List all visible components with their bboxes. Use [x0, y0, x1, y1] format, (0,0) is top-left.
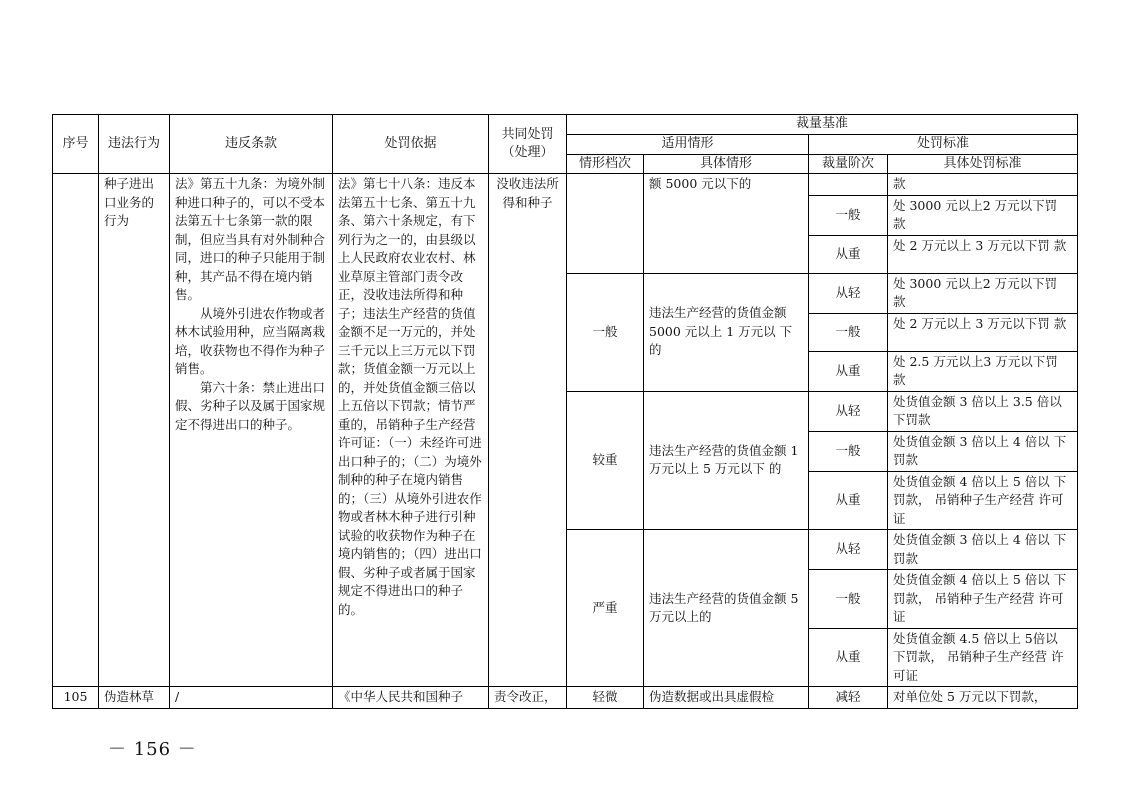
row105-level: 轻微 — [567, 687, 644, 709]
g0-tier-2: 从重 — [809, 235, 888, 273]
g0-tier-0 — [809, 174, 888, 196]
header-seq: 序号 — [53, 115, 99, 174]
g2-penalty-2: 处货值金额 4 倍以上 5 倍以 下罚款， 吊销种子生产经营 许可证 — [888, 471, 1078, 530]
header-article: 违反条款 — [170, 115, 333, 174]
g3-detail: 违法生产经营的货值金额 5 万元以上的 — [644, 530, 809, 687]
row105-joint: 责令改正， — [489, 687, 567, 709]
header-penalty: 具体处罚标准 — [888, 154, 1078, 174]
g2-penalty-1: 处货值金额 3 倍以上 4 倍以 下罚款 — [888, 431, 1078, 471]
row105-article: / — [170, 687, 333, 709]
g2-level: 较重 — [567, 391, 644, 530]
g2-tier-2: 从重 — [809, 471, 888, 530]
row105-act: 伪造林草 — [99, 687, 170, 709]
penalty-table — [52, 114, 1078, 709]
g0-tier-1: 一般 — [809, 195, 888, 235]
g0-penalty-0: 款 — [888, 174, 1078, 196]
g0-detail: 额 5000 元以下的 — [644, 174, 809, 274]
row105-detail: 伪造数据或出具虚假检 — [644, 687, 809, 709]
header-joint: 共同处罚（处理） — [489, 115, 567, 174]
row105-basis: 《中华人民共和国种子 — [333, 687, 489, 709]
row104-article-p3: 第六十条：禁止进出口假、劣种子以及属于国家规定不得进出口的种子。 — [175, 379, 326, 432]
g1-level: 一般 — [567, 273, 644, 391]
g1-penalty-2: 处 2.5 万元以上3 万元以下罚 款 — [888, 351, 1078, 391]
g1-penalty-1: 处 2 万元以上 3 万元以下罚 款 — [888, 313, 1078, 351]
g1-penalty-0: 处 3000 元以上2 万元以下罚 款 — [888, 273, 1078, 313]
header-situation: 适用情形 — [567, 135, 809, 155]
row104-article — [170, 174, 333, 687]
g3-penalty-1: 处货值金额 4 倍以上 5 倍以 下罚款， 吊销种子生产经营 许可证 — [888, 570, 1078, 629]
row105-tier: 减轻 — [809, 687, 888, 709]
row104-seq-cell — [53, 174, 99, 687]
row104-joint: 没收违法所得和种子 — [489, 174, 567, 687]
g3-level: 严重 — [567, 530, 644, 687]
row104-article-p2: 从境外引进农作物或者林木试验用种，应当隔离栽培，收获物也不得作为种子销售。 — [175, 305, 326, 376]
g0-penalty-2: 处 2 万元以上 3 万元以下罚 款 — [888, 235, 1078, 273]
g3-tier-2: 从重 — [809, 628, 888, 687]
row105-penalty: 对单位处 5 万元以下罚款， — [888, 687, 1078, 709]
g3-penalty-2: 处货值金额 4.5 倍以上 5倍以 下罚款， 吊销种子生产经营 许可证 — [888, 628, 1078, 687]
row104-basis: 法》第七十八条：违反本法第五十七条、第五十九条、第六十条规定，有下列行为之一的，由县级以上人民政府农业农村、林业草原主管部门责令改正，没收违法所得和种子；违法生产经营的货值金额不足一万元的，并处三千元以上三万元以下罚款；货值金额一万元以上的，并处货值金额三倍以上五倍以下罚款；情节严重的，吊销种子生产经营许可证：（一）未经许可进出口种子的；（二）为境外制种的种子在境内销售的；（三）从境外引进农作物或者林木种子进行引种试验的收获物作为种子在境内销售的；（四）进出口假、劣种子或者属于国家规定不得进出口的种子的。 — [333, 174, 489, 687]
g1-tier-2: 从重 — [809, 351, 888, 391]
g0-level — [567, 174, 644, 274]
header-standard: 处罚标准 — [809, 135, 1078, 155]
g2-tier-1: 一般 — [809, 431, 888, 471]
g3-tier-1: 一般 — [809, 570, 888, 629]
g3-penalty-0: 处货值金额 3 倍以上 4 倍以 下罚款 — [888, 530, 1078, 570]
header-detail: 具体情形 — [644, 154, 809, 174]
g1-detail: 违法生产经营的货值金额 5000 元以上 1 万元以 下的 — [644, 273, 809, 391]
g1-tier-0: 从轻 — [809, 273, 888, 313]
row104-act: 种子进出口业务的行为 — [99, 174, 170, 687]
g2-detail: 违法生产经营的货值金额 1 万元以上 5 万元以下 的 — [644, 391, 809, 530]
header-basis: 处罚依据 — [333, 115, 489, 174]
header-discretion: 裁量基准 — [567, 115, 1078, 135]
g1-tier-1: 一般 — [809, 313, 888, 351]
g2-tier-0: 从轻 — [809, 391, 888, 431]
g0-penalty-1: 处 3000 元以上2 万元以下罚 款 — [888, 195, 1078, 235]
row104-article-p1: 法》第五十九条：为境外制种进口种子的，可以不受本法第五十七条第一款的限制，但应当具有对外制种合同，进口的种子只能用于制种，其产品不得在境内销售。 — [175, 176, 326, 302]
g2-penalty-0: 处货值金额 3 倍以上 3.5 倍以 下罚款 — [888, 391, 1078, 431]
page-number: － 156 － — [108, 739, 197, 760]
header-level: 情形档次 — [567, 154, 644, 174]
row105-seq: 105 — [53, 687, 99, 709]
g3-tier-0: 从轻 — [809, 530, 888, 570]
header-act: 违法行为 — [99, 115, 170, 174]
header-tier: 裁量阶次 — [809, 154, 888, 174]
